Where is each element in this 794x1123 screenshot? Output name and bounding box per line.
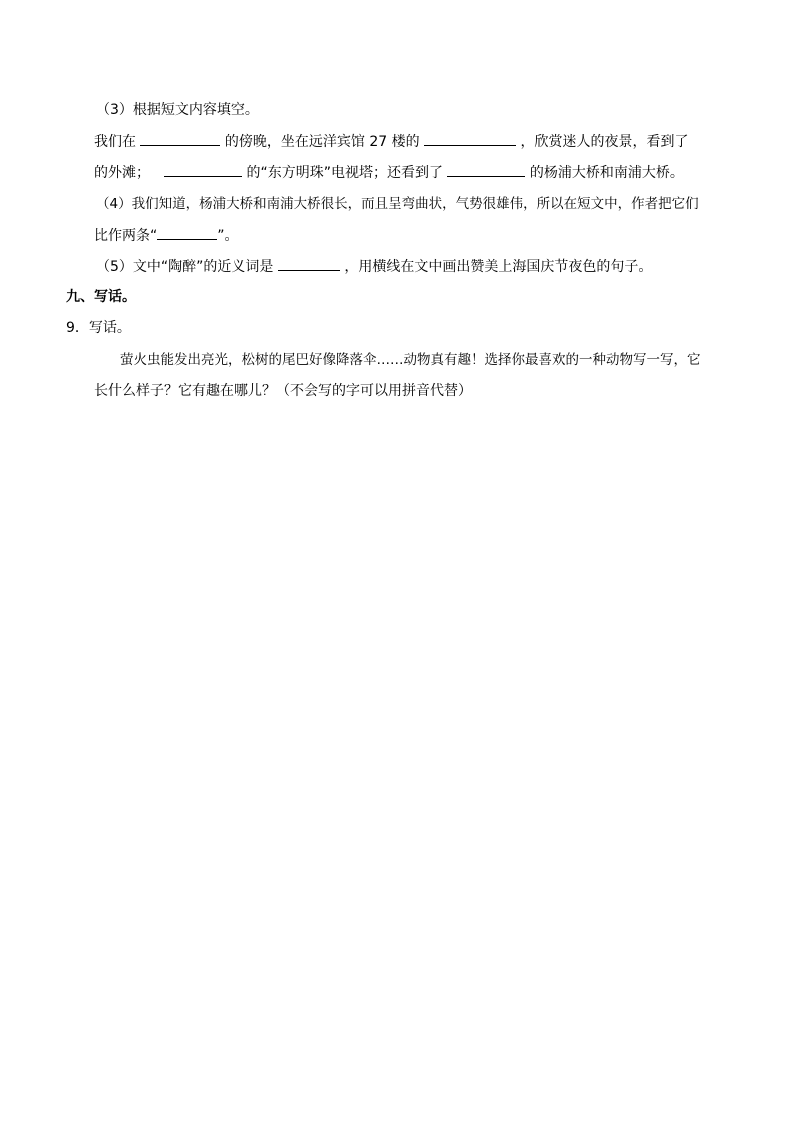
- fill-blank[interactable]: [164, 162, 242, 177]
- q3-heading: （3）根据短文内容填空。: [96, 102, 259, 118]
- fill-blank[interactable]: [424, 131, 516, 146]
- q3-line-2: [94, 162, 684, 182]
- q3-line-1-text-a: 我们在: [94, 134, 141, 150]
- fill-blank[interactable]: [447, 162, 525, 177]
- q3-line-1-text-c: ，欣赏迷人的夜景，看到了: [516, 134, 689, 150]
- q3-line-1-text-b: 的傍晚，坐在远洋宾馆 27 楼的: [220, 134, 425, 150]
- q3-line-2-text-a: 的外滩；: [94, 165, 150, 181]
- q5-line-1: [96, 256, 652, 276]
- q4-line-2-text-a: 比作两条“: [94, 228, 158, 244]
- section-title: 九、写话。: [66, 289, 136, 305]
- writing-prompt-line-1: 萤火虫能发出亮光，松树的尾巴好像降落伞……动物真有趣！选择你最喜欢的一种动物写一写，它: [120, 352, 701, 368]
- fill-blank[interactable]: [140, 131, 220, 146]
- q4-line-2: [94, 225, 239, 245]
- q4-line-2-text-b: ”。: [217, 228, 239, 244]
- question-number: 9．写话。: [66, 320, 131, 336]
- q5-line-1-text-a: （5）文中“陶醉”的近义词是: [96, 259, 278, 275]
- fill-blank[interactable]: [278, 256, 340, 271]
- q3-line-1: [94, 131, 689, 151]
- q3-line-2-text-c: 的杨浦大桥和南浦大桥。: [525, 165, 684, 181]
- q4-line-1: （4）我们知道，杨浦大桥和南浦大桥很长，而且呈弯曲状，气势很雄伟，所以在短文中，作者把它们: [96, 196, 699, 212]
- q3-line-2-text-b: 的“东方明珠”电视塔；还看到了: [242, 165, 448, 181]
- writing-prompt-line-2: 长什么样子？它有趣在哪儿？（不会写的字可以用拼音代替）: [94, 383, 472, 399]
- q5-line-1-text-b: ，用横线在文中画出赞美上海国庆节夜色的句子。: [339, 259, 653, 275]
- fill-blank[interactable]: [157, 225, 217, 240]
